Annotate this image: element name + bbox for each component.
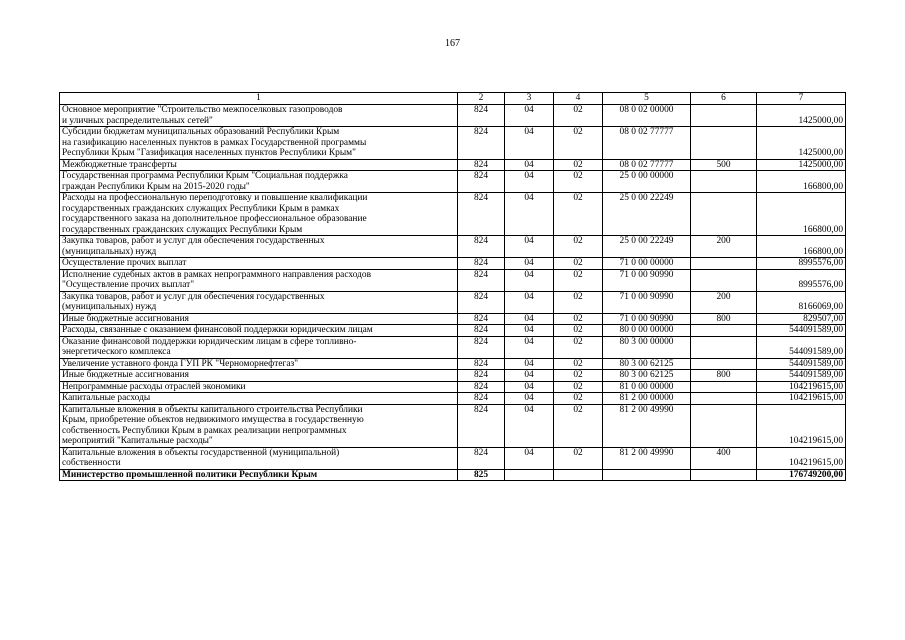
section-code-cell: 04 bbox=[505, 381, 554, 393]
expense-name-cell: Межбюджетные трансферты bbox=[60, 159, 458, 171]
expense-name-cell: Министерство промышленной политики Республики Крым bbox=[60, 469, 458, 481]
table-row bbox=[60, 269, 846, 291]
expense-name-cell: Закупка товаров, работ и услуг для обеспечения государственных (муниципальных) нужд bbox=[60, 291, 458, 313]
ministry-code-cell: 824 bbox=[458, 393, 505, 405]
amount-cell: 166800,00 bbox=[757, 171, 846, 193]
expense-type-cell: 500 bbox=[691, 159, 757, 171]
subsection-code-cell: 02 bbox=[554, 313, 603, 325]
column-header: 7 bbox=[757, 93, 846, 105]
section-code-cell: 04 bbox=[505, 358, 554, 370]
expense-name-cell: Увеличение уставного фонда ГУП РК "Черноморнефтегаз" bbox=[60, 358, 458, 370]
expense-type-cell bbox=[691, 381, 757, 393]
subsection-code-cell: 02 bbox=[554, 393, 603, 405]
budget-table bbox=[59, 92, 846, 481]
section-code-cell: 04 bbox=[505, 105, 554, 127]
target-article-cell: 25 0 00 22249 bbox=[603, 236, 691, 258]
target-article-cell: 71 0 00 90990 bbox=[603, 291, 691, 313]
ministry-code-cell: 824 bbox=[458, 358, 505, 370]
ministry-code-cell: 824 bbox=[458, 236, 505, 258]
expense-name-cell: Субсидии бюджетам муниципальных образований Республики Крым на газификацию населенных пунктов в рамках Государственной программы Республики Крым "Газификация населенных пунктов Республики Крым" bbox=[60, 127, 458, 160]
expense-type-cell: 400 bbox=[691, 447, 757, 469]
subsection-code-cell: 02 bbox=[554, 269, 603, 291]
ministry-code-cell: 824 bbox=[458, 193, 505, 236]
ministry-code-cell: 824 bbox=[458, 269, 505, 291]
ministry-code-cell: 824 bbox=[458, 404, 505, 447]
section-code-cell: 04 bbox=[505, 325, 554, 337]
column-header: 4 bbox=[554, 93, 603, 105]
target-article-cell: 81 2 00 49990 bbox=[603, 447, 691, 469]
amount-cell: 544091589,00 bbox=[757, 370, 846, 382]
ministry-code-cell: 824 bbox=[458, 370, 505, 382]
subsection-code-cell: 02 bbox=[554, 291, 603, 313]
subsection-code-cell: 02 bbox=[554, 447, 603, 469]
ministry-code-cell: 824 bbox=[458, 105, 505, 127]
table-row bbox=[60, 258, 846, 270]
ministry-code-cell: 824 bbox=[458, 313, 505, 325]
expense-type-cell bbox=[691, 193, 757, 236]
target-article-cell: 80 3 00 62125 bbox=[603, 370, 691, 382]
subsection-code-cell: 02 bbox=[554, 105, 603, 127]
amount-cell: 1425000,00 bbox=[757, 127, 846, 160]
column-header: 2 bbox=[458, 93, 505, 105]
amount-cell: 104219615,00 bbox=[757, 393, 846, 405]
subsection-code-cell: 02 bbox=[554, 358, 603, 370]
amount-cell: 166800,00 bbox=[757, 193, 846, 236]
expense-type-cell: 800 bbox=[691, 370, 757, 382]
subsection-code-cell: 02 bbox=[554, 381, 603, 393]
table-row bbox=[60, 236, 846, 258]
table-row bbox=[60, 171, 846, 193]
target-article-cell: 71 0 00 00000 bbox=[603, 258, 691, 270]
section-code-cell: 04 bbox=[505, 258, 554, 270]
subsection-code-cell: 02 bbox=[554, 236, 603, 258]
page-number: 167 bbox=[445, 38, 460, 49]
section-code-cell: 04 bbox=[505, 291, 554, 313]
amount-cell: 544091589,00 bbox=[757, 325, 846, 337]
expense-type-cell bbox=[691, 258, 757, 270]
expense-name-cell: Иные бюджетные ассигнования bbox=[60, 370, 458, 382]
subsection-code-cell: 02 bbox=[554, 336, 603, 358]
ministry-code-cell: 824 bbox=[458, 291, 505, 313]
target-article-cell: 71 0 00 90990 bbox=[603, 313, 691, 325]
target-article-cell: 08 0 02 77777 bbox=[603, 159, 691, 171]
subsection-code-cell: 02 bbox=[554, 127, 603, 160]
section-code-cell: 04 bbox=[505, 370, 554, 382]
table-row bbox=[60, 291, 846, 313]
expense-name-cell: Закупка товаров, работ и услуг для обеспечения государственных (муниципальных) нужд bbox=[60, 236, 458, 258]
ministry-code-cell: 825 bbox=[458, 469, 505, 481]
target-article-cell: 80 3 00 62125 bbox=[603, 358, 691, 370]
subsection-code-cell: 02 bbox=[554, 193, 603, 236]
amount-cell: 544091589,00 bbox=[757, 358, 846, 370]
table-row bbox=[60, 447, 846, 469]
expense-name-cell: Непрограммные расходы отраслей экономики bbox=[60, 381, 458, 393]
amount-cell: 8995576,00 bbox=[757, 269, 846, 291]
amount-cell: 1425000,00 bbox=[757, 105, 846, 127]
target-article-cell: 81 0 00 00000 bbox=[603, 381, 691, 393]
expense-type-cell: 800 bbox=[691, 313, 757, 325]
amount-cell: 1425000,00 bbox=[757, 159, 846, 171]
expense-type-cell bbox=[691, 469, 757, 481]
table-row bbox=[60, 105, 846, 127]
amount-cell: 829507,00 bbox=[757, 313, 846, 325]
target-article-cell: 71 0 00 90990 bbox=[603, 269, 691, 291]
expense-type-cell: 200 bbox=[691, 291, 757, 313]
subsection-code-cell: 02 bbox=[554, 370, 603, 382]
section-code-cell: 04 bbox=[505, 404, 554, 447]
expense-type-cell bbox=[691, 325, 757, 337]
expense-type-cell bbox=[691, 336, 757, 358]
section-code-cell: 04 bbox=[505, 447, 554, 469]
target-article-cell bbox=[603, 469, 691, 481]
expense-name-cell: Капитальные вложения в объекты государственной (муниципальной) собственности bbox=[60, 447, 458, 469]
table-total-row bbox=[60, 469, 846, 481]
expense-name-cell: Иные бюджетные ассигнования bbox=[60, 313, 458, 325]
table-row bbox=[60, 381, 846, 393]
subsection-code-cell: 02 bbox=[554, 171, 603, 193]
table-row bbox=[60, 404, 846, 447]
table-row bbox=[60, 325, 846, 337]
table-row bbox=[60, 313, 846, 325]
ministry-code-cell: 824 bbox=[458, 258, 505, 270]
ministry-code-cell: 824 bbox=[458, 159, 505, 171]
target-article-cell: 80 3 00 00000 bbox=[603, 336, 691, 358]
table-row bbox=[60, 336, 846, 358]
table-row bbox=[60, 393, 846, 405]
expense-name-cell: Исполнение судебных актов в рамках непрограммного направления расходов "Осуществление прочих выплат" bbox=[60, 269, 458, 291]
target-article-cell: 25 0 00 22249 bbox=[603, 193, 691, 236]
subsection-code-cell bbox=[554, 469, 603, 481]
expense-type-cell bbox=[691, 358, 757, 370]
expense-name-cell: Капитальные вложения в объекты капитального строительства Республики Крым, приобретение объектов недвижимого имущества в государственную собственность Республики Крым в рамках реализации непрограммных мероприятий "Капитальные расходы" bbox=[60, 404, 458, 447]
section-code-cell: 04 bbox=[505, 336, 554, 358]
ministry-code-cell: 824 bbox=[458, 336, 505, 358]
column-header: 3 bbox=[505, 93, 554, 105]
expense-name-cell: Расходы, связанные с оказанием финансовой поддержки юридическим лицам bbox=[60, 325, 458, 337]
section-code-cell: 04 bbox=[505, 269, 554, 291]
ministry-code-cell: 824 bbox=[458, 325, 505, 337]
expense-type-cell bbox=[691, 393, 757, 405]
expense-name-cell: Расходы на профессиональную переподготовку и повышение квалификации государственных гражданских служащих Республики Крым в рамках государственного заказа на дополнительное профессиональное образование государственных гражданских служащих Республики Крым bbox=[60, 193, 458, 236]
expense-type-cell bbox=[691, 404, 757, 447]
ministry-code-cell: 824 bbox=[458, 381, 505, 393]
subsection-code-cell: 02 bbox=[554, 325, 603, 337]
expense-name-cell: Государственная программа Республики Крым "Социальная поддержка граждан Республики Крым на 2015-2020 годы" bbox=[60, 171, 458, 193]
expense-type-cell bbox=[691, 127, 757, 160]
target-article-cell: 81 2 00 00000 bbox=[603, 393, 691, 405]
subsection-code-cell: 02 bbox=[554, 258, 603, 270]
expense-type-cell: 200 bbox=[691, 236, 757, 258]
section-code-cell: 04 bbox=[505, 127, 554, 160]
target-article-cell: 08 0 02 77777 bbox=[603, 127, 691, 160]
section-code-cell: 04 bbox=[505, 313, 554, 325]
expense-name-cell: Основное мероприятие "Строительство межпоселковых газопроводов и уличных распределительных сетей" bbox=[60, 105, 458, 127]
table-row bbox=[60, 159, 846, 171]
table-row bbox=[60, 358, 846, 370]
table-row bbox=[60, 127, 846, 160]
ministry-code-cell: 824 bbox=[458, 127, 505, 160]
target-article-cell: 80 0 00 00000 bbox=[603, 325, 691, 337]
section-code-cell: 04 bbox=[505, 193, 554, 236]
expense-name-cell: Осуществление прочих выплат bbox=[60, 258, 458, 270]
ministry-code-cell: 824 bbox=[458, 171, 505, 193]
subsection-code-cell: 02 bbox=[554, 404, 603, 447]
table-row bbox=[60, 370, 846, 382]
target-article-cell: 08 0 02 00000 bbox=[603, 105, 691, 127]
expense-name-cell: Оказание финансовой поддержки юридическим лицам в сфере топливно- энергетического комплекса bbox=[60, 336, 458, 358]
target-article-cell: 25 0 00 00000 bbox=[603, 171, 691, 193]
amount-cell: 104219615,00 bbox=[757, 404, 846, 447]
expense-type-cell bbox=[691, 171, 757, 193]
section-code-cell: 04 bbox=[505, 393, 554, 405]
table-header-row bbox=[60, 93, 846, 105]
section-code-cell: 04 bbox=[505, 171, 554, 193]
expense-type-cell bbox=[691, 105, 757, 127]
amount-cell: 544091589,00 bbox=[757, 336, 846, 358]
amount-cell: 104219615,00 bbox=[757, 447, 846, 469]
target-article-cell: 81 2 00 49990 bbox=[603, 404, 691, 447]
section-code-cell: 04 bbox=[505, 236, 554, 258]
column-header: 6 bbox=[691, 93, 757, 105]
expense-name-cell: Капитальные расходы bbox=[60, 393, 458, 405]
column-header: 1 bbox=[60, 93, 458, 105]
amount-cell: 104219615,00 bbox=[757, 381, 846, 393]
amount-cell: 176749200,00 bbox=[757, 469, 846, 481]
amount-cell: 8166069,00 bbox=[757, 291, 846, 313]
expense-type-cell bbox=[691, 269, 757, 291]
amount-cell: 166800,00 bbox=[757, 236, 846, 258]
section-code-cell: 04 bbox=[505, 159, 554, 171]
section-code-cell bbox=[505, 469, 554, 481]
table-row bbox=[60, 193, 846, 236]
column-header: 5 bbox=[603, 93, 691, 105]
ministry-code-cell: 824 bbox=[458, 447, 505, 469]
subsection-code-cell: 02 bbox=[554, 159, 603, 171]
amount-cell: 8995576,00 bbox=[757, 258, 846, 270]
